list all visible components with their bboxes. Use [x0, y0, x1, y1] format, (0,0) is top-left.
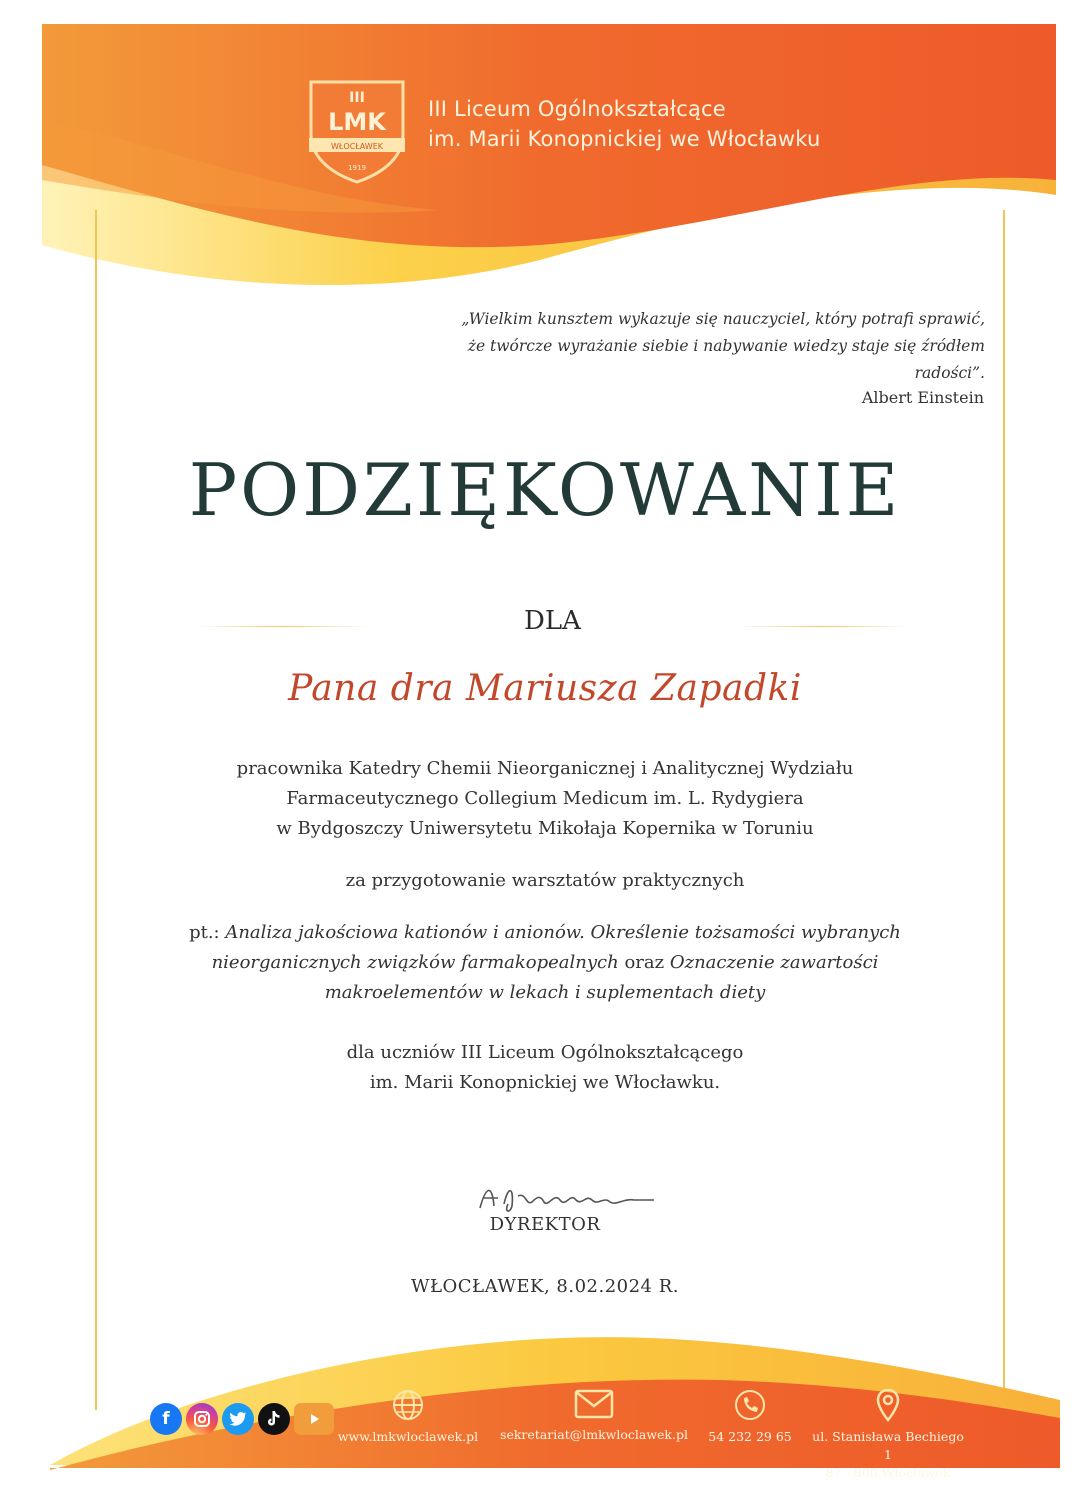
school-name-line1: III Liceum Ogólnokształcące — [428, 97, 726, 121]
phone-contact[interactable] — [706, 1388, 794, 1446]
audience-line2: im. Marii Konopnickiej we Włocławku. — [369, 1072, 721, 1093]
dla-row — [195, 606, 910, 646]
logo-year: 1919 — [348, 164, 366, 172]
email-contact[interactable] — [494, 1388, 694, 1444]
address-line1: ul. Stanisława Bechiego 1 — [812, 1429, 964, 1462]
email-link[interactable]: sekretariat@lmkwloclawek.pl — [500, 1427, 688, 1442]
workshop-line1 — [0, 918, 1090, 948]
globe-icon — [391, 1388, 425, 1422]
tiktok-icon[interactable] — [258, 1403, 290, 1435]
affiliation-line1: pracownika Katedry Chemii Nieorganicznej i Analitycznej Wydziału — [236, 758, 854, 779]
quote-line1: „Wielkim kunsztem wykazuje się nauczyciel, który potrafi sprawić, — [461, 310, 985, 328]
dla-label: DLA — [524, 606, 581, 636]
workshop-connector: oraz — [618, 952, 670, 973]
logo-ribbon: WŁOCŁAWEK — [330, 142, 384, 151]
audience-line1: dla uczniów III Liceum Ogólnokształcącego — [346, 1042, 744, 1063]
certificate-title: PODZIĘKOWANIE — [188, 448, 902, 532]
audience — [0, 1038, 1090, 1098]
school-name-line2: im. Marii Konopnickiej we Włocławku — [428, 127, 821, 151]
youtube-icon[interactable] — [294, 1403, 334, 1435]
school-name — [428, 94, 821, 154]
reason: za przygotowanie warsztatów praktycznych — [345, 870, 745, 891]
director-title: DYREKTOR — [489, 1214, 601, 1235]
quote — [425, 306, 985, 387]
quote-author: Albert Einstein — [861, 388, 984, 407]
affiliation-line3: w Bydgoszczy Uniwersytetu Mikołaja Kopernika w Toruniu — [276, 818, 814, 839]
phone-icon — [733, 1388, 767, 1422]
director-signature — [474, 1178, 664, 1218]
website-contact[interactable] — [332, 1388, 484, 1446]
recipient-name: Pana dra Mariusza Zapadki — [288, 668, 802, 709]
logo-letters: LMK — [328, 108, 386, 136]
quote-line2: że twórcze wyrażanie siebie i nabywanie wiedzy staje się źródłem — [467, 337, 985, 355]
address-contact — [808, 1388, 968, 1482]
affiliation-line2: Farmaceutycznego Collegium Medicum im. L. Rydygiera — [286, 788, 804, 809]
social-icons — [150, 1403, 334, 1435]
workshop-line2-text-a: nieorganicznych związków farmakopealnych — [211, 952, 619, 973]
workshop-line2 — [0, 948, 1090, 978]
decorative-line-right — [735, 626, 910, 627]
location-pin-icon — [875, 1388, 901, 1422]
workshop-line1-text: Analiza jakościowa kationów i anionów. Określenie tożsamości wybranych — [225, 922, 901, 943]
workshop-title — [0, 918, 1090, 1008]
school-logo — [305, 72, 409, 184]
mail-icon — [574, 1388, 614, 1420]
affiliation — [0, 754, 1090, 844]
twitter-icon[interactable] — [222, 1403, 254, 1435]
workshop-line3: makroelementów w lekach i suplementach diety — [324, 982, 766, 1003]
quote-line3: radości”. — [914, 364, 985, 382]
logo-numeral: III — [349, 90, 365, 106]
workshop-line2-text-b: Oznaczenie zawartości — [669, 952, 879, 973]
phone-number[interactable]: 54 232 29 65 — [708, 1429, 792, 1444]
workshop-prefix: pt.: — [189, 922, 226, 943]
instagram-icon[interactable] — [186, 1403, 218, 1435]
address-line2: 87 - 800 Włocławek — [825, 1465, 951, 1480]
website-link[interactable]: www.lmkwloclawek.pl — [337, 1429, 479, 1444]
facebook-icon[interactable]: f — [150, 1403, 182, 1435]
place-date: WŁOCŁAWEK, 8.02.2024 R. — [410, 1276, 680, 1297]
